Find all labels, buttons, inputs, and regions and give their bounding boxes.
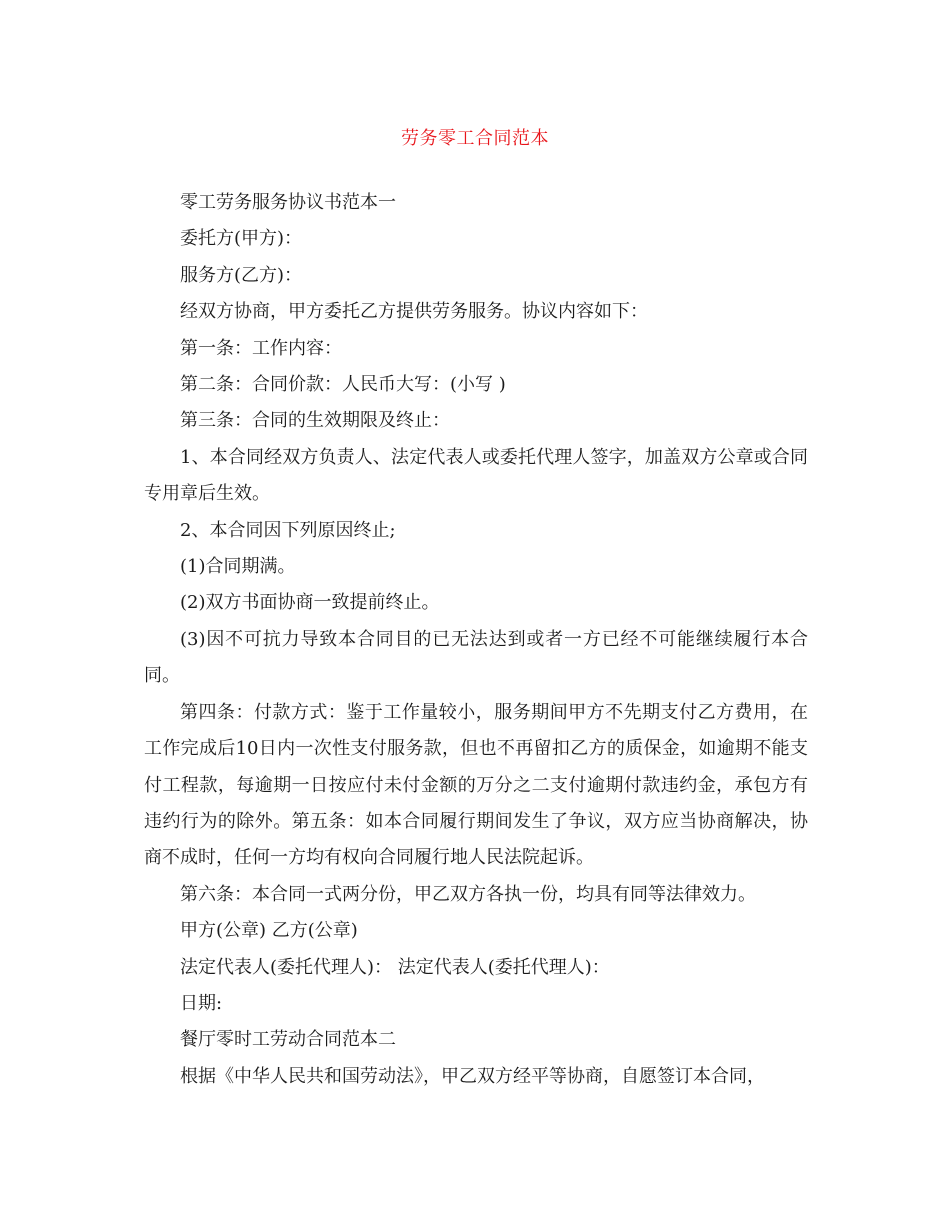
clause-4: 第四条：付款方式：鉴于工作量较小，服务期间甲方不先期支付乙方费用，在工作完成后10日内一次性支付服务款，但也不再留扣乙方的质保金，如逾期不能支付工程款，每逾期一日按应付未付金额的万分之二支付逾期付款违约金，承包方有违约行为的除外。第五条：如本合同履行期间发生了争议，双方应当协商解决，协商不成时，任何一方均有权向合同履行地人民法院起诉。 xyxy=(144,701,808,869)
list-item: (3)因不可抗力导致本合同目的已无法达到或者一方已经不可能继续履行本合同。 xyxy=(144,628,808,687)
paragraph: 2、本合同因下列原因终止; xyxy=(180,519,396,541)
list-item: (2)双方书面协商一致提前终止。 xyxy=(180,592,440,614)
party-a-line: 委托方(甲方)： xyxy=(180,228,303,250)
section-heading: 餐厅零时工劳动合同范本二 xyxy=(180,1029,396,1051)
clause-3: 第三条：合同的生效期限及终止： xyxy=(180,410,450,432)
paragraph: 根据《中华人民共和国劳动法》，甲乙双方经平等协商，自愿签订本合同， xyxy=(180,1065,765,1087)
list-item: (1)合同期满。 xyxy=(180,556,296,578)
paragraph: 1、本合同经双方负责人、法定代表人或委托代理人签字，加盖双方公章或合同专用章后生效。 xyxy=(144,446,808,505)
document-body xyxy=(144,185,808,1095)
document-title: 劳务零工合同范本 xyxy=(401,128,549,149)
party-b-line: 服务方(乙方)： xyxy=(180,264,303,286)
clause-1: 第一条：工作内容： xyxy=(180,337,342,359)
representative-line: 法定代表人(委托代理人)： 法定代表人(委托代理人)： xyxy=(180,956,610,978)
section-heading: 零工劳务服务协议书范本一 xyxy=(180,192,396,213)
date-line: 日期: xyxy=(180,992,223,1014)
paragraph: 经双方协商，甲方委托乙方提供劳务服务。协议内容如下： xyxy=(180,301,648,323)
seal-line: 甲方(公章) 乙方(公章) xyxy=(180,920,358,942)
clause-6: 第六条：本合同一式两分份，甲乙双方各执一份，均具有同等法律效力。 xyxy=(180,883,756,905)
clause-2: 第二条：合同价款：人民币大写：(小写 ) xyxy=(180,374,506,396)
